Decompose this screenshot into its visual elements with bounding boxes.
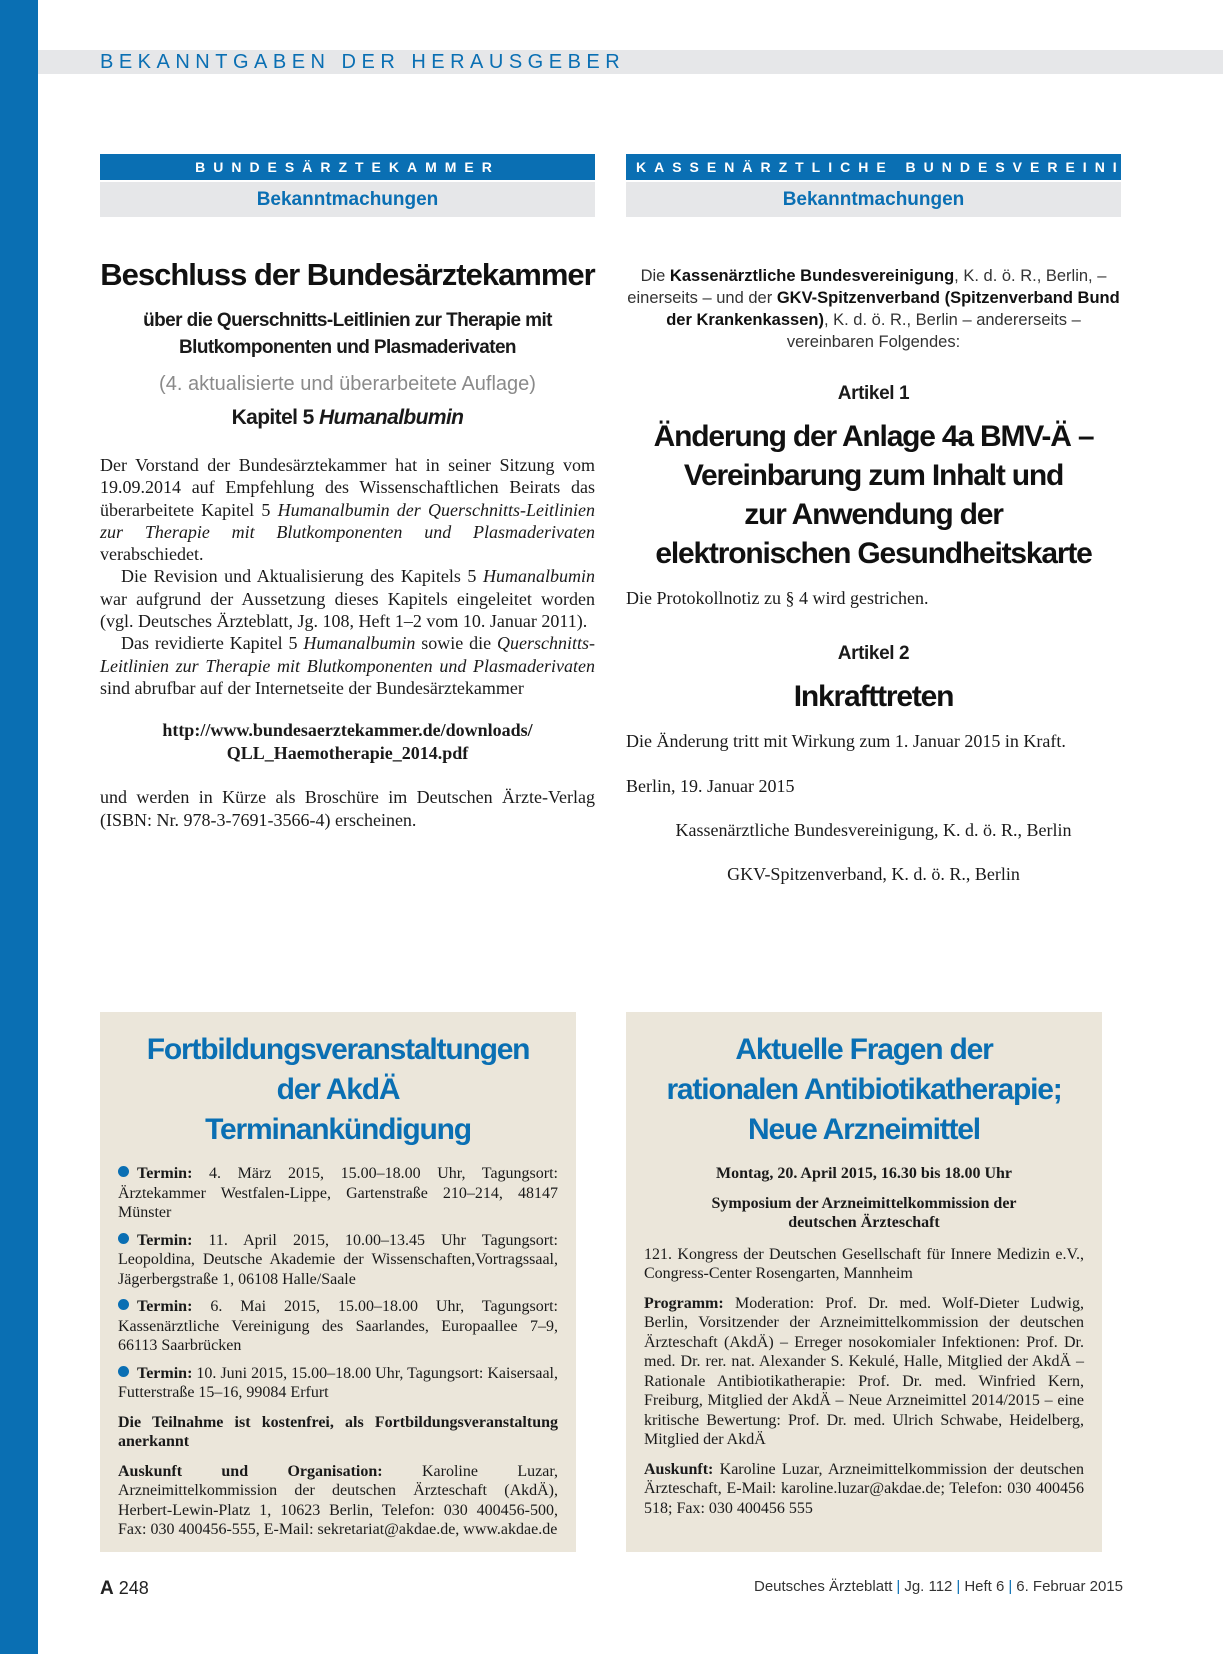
signature-kbv: Kassenärztliche Bundesvereinigung, K. d. ö. R., Berlin: [675, 819, 1072, 840]
subsection-bar: Bekanntmachungen: [100, 182, 595, 217]
date-line: Berlin, 19. Januar 2015: [626, 775, 795, 796]
contact-info: Auskunft: Karoline Luzar, Arzneimittelkommission der deutschen Ärzteschaft, E-Mail: karoline.luzar@akdae.de; Telefon: 030 400456 518; Fax: 030 400456 555: [644, 1460, 1084, 1517]
list-item: Termin: 11. April 2015, 10.00–13.45 Uhr Tagungsort: Leopoldina, Deutsche Akademie der Wissenschaften,Vortragssaal, Jägerbergstraße 1, 06108 Halle/Saale: [118, 1231, 558, 1288]
article-1-title: Änderung der Anlage 4a BMV-Ä – Vereinbarung zum Inhalt und zur Anwendung der elektronischen Gesundheitskarte: [653, 420, 1094, 570]
header-band: [38, 50, 1223, 74]
right-column: [626, 154, 1199, 885]
section-bar-kbv: KASSENÄRZTLICHE BUNDESVEREINIGUNG: [626, 154, 1121, 180]
article-1-label: Artikel 1: [837, 383, 910, 404]
page-footer: [100, 1578, 1123, 1602]
journal-info: Deutsches Ärzteblatt | Jg. 112 | Heft 6 | 6. Februar 2015: [754, 1578, 1123, 1595]
left-color-strip: [0, 0, 38, 1654]
list-item: Termin: 6. Mai 2015, 15.00–18.00 Uhr, Tagungsort: Kassenärztliche Vereinigung des Saarlandes, Europaallee 7–9, 66113 Saarbrücken: [118, 1298, 558, 1354]
edition-note: (4. aktualisierte und überarbeitete Auflage): [159, 373, 536, 395]
free-note: Die Teilnahme ist kostenfrei, als Fortbildungsveranstaltung anerkannt: [118, 1413, 558, 1450]
article-2-label: Artikel 2: [837, 643, 910, 665]
chapter-heading: Kapitel 5 Humanalbumin: [231, 406, 464, 429]
article-title: Beschluss der Bundesärztekammer: [100, 257, 595, 292]
symposium-box: [626, 1012, 1102, 1552]
akdae-events-box: [100, 1012, 576, 1552]
article-2-title: Inkrafttreten: [793, 680, 954, 714]
header-banner: BEKANNTGABEN DER HERAUSGEBER: [100, 51, 626, 73]
box-title: Aktuelle Fragen der rationalen Antibiotikatherapie; Neue Arzneimittel: [666, 1033, 1062, 1146]
list-item: Termin: 4. März 2015, 15.00–18.00 Uhr, Tagungsort: Ärztekammer Westfalen-Lippe, Gartenstraße 210–214, 48147 Münster: [118, 1165, 558, 1221]
article-subtitle: über die Querschnitts-Leitlinien zur Therapie mit Blutkomponenten und Plasmaderivaten: [143, 310, 552, 358]
paragraph: Das revidierte Kapitel 5 Humanalbumin sowie die Querschnitts-Leitlinien zur Therapie mit Blutkomponenten und Plasmaderivaten sind abrufbar auf der Internetseite der Bundesärztekammer: [100, 633, 595, 698]
agreement-intro: Die Kassenärztliche Bundesvereinigung, K. d. ö. R., Berlin, – einerseits – und der GKV-Spitzenverband (Spitzenverband Bund der Krankenkassen), K. d. ö. R., Berlin – andererseits – vereinbaren Folgendes:: [627, 267, 1120, 351]
article-body: [100, 454, 595, 699]
program: Programm: Moderation: Prof. Dr. med. Wolf-Dieter Ludwig, Berlin, Vorsitzender der Arzneimittelkommission der deutschen Ärzteschaft (AkdÄ) – Erreger nosokomialer Infektionen: Prof. Dr. med. Dr. rer. nat. Alexander S. Kekulé, Halle, Mitglied der AkdÄ – Rationale Antibiotikatherapie: Prof. Dr. med. Winfried Kern, Freiburg, Mitglied der AkdÄ – Neue Arzneimittel 2014/2015 – eine kritische Bewertung: Prof. Dr. med. Ulrich Schwabe, Heidelberg, Mitglied der AkdÄ: [644, 1294, 1084, 1448]
page-number: A 248: [100, 1578, 149, 1599]
signature-gkv: GKV-Spitzenverband, K. d. ö. R., Berlin: [727, 864, 1020, 885]
paragraph: Die Revision und Aktualisierung des Kapitels 5 Humanalbumin war aufgrund der Aussetzung dieses Kapitels eingeleitet worden (vgl. Deutsches Ärzteblatt, Jg. 108, Heft 1–2 vom 10. Januar 2011).: [100, 566, 595, 632]
left-column: [100, 154, 595, 831]
venue: 121. Kongress der Deutschen Gesellschaft für Innere Medizin e.V., Congress-Center Rosengarten, Mannheim: [644, 1245, 1084, 1282]
paragraph: Der Vorstand der Bundesärztekammer hat in seiner Sitzung vom 19.09.2014 auf Empfehlung des Wissenschaftlichen Beirats das überarbeitete Kapitel 5 Humanalbumin der Querschnitts-Leitlinien zur Therapie mit Blutkomponenten und Plasmaderivaten verabschiedet.: [100, 455, 595, 565]
section-bar-baek: BUNDESÄRZTEKAMMER: [100, 154, 595, 180]
download-link[interactable]: http://www.bundesaerztekammer.de/downloads/ QLL_Haemotherapie_2014.pdf: [162, 720, 533, 763]
event-date: Montag, 20. April 2015, 16.30 bis 18.00 Uhr: [715, 1165, 1012, 1182]
article-2-text: Die Änderung tritt mit Wirkung zum 1. Januar 2015 in Kraft.: [626, 731, 1066, 752]
list-item: Termin: 10. Juni 2015, 15.00–18.00 Uhr, Tagungsort: Kaisersaal, Futterstraße 15–16, 99084 Erfurt: [118, 1364, 558, 1401]
box-body: [100, 1164, 576, 1540]
box-title: Fortbildungsveranstaltungen der AkdÄ Terminankündigung: [146, 1033, 530, 1146]
article-1-text: Die Protokollnotiz zu § 4 wird gestrichen.: [626, 588, 929, 608]
bullet-icon: [118, 1166, 129, 1177]
paragraph: und werden in Kürze als Broschüre im Deutschen Ärzte-Verlag (ISBN: Nr. 978-3-7691-3566-4) erscheinen.: [100, 787, 595, 830]
bullet-icon: [118, 1366, 129, 1377]
subsection-bar: Bekanntmachungen: [626, 182, 1121, 217]
contact-info: Auskunft und Organisation: Karoline Luzar, Arzneimittelkommission der deutschen Ärzteschaft (AkdÄ), Herbert-Lewin-Platz 1, 10623 Berlin, Telefon: 030 400456-500, Fax: 030 400456-555, E-Mail: sekretariat@akdae.de, www.akdae.de: [118, 1462, 559, 1538]
bullet-icon: [118, 1233, 129, 1244]
bullet-icon: [118, 1299, 129, 1310]
symposium-title: Symposium der Arzneimittelkommission der deutschen Ärzteschaft: [711, 1194, 1017, 1231]
box-body: [626, 1164, 1102, 1518]
